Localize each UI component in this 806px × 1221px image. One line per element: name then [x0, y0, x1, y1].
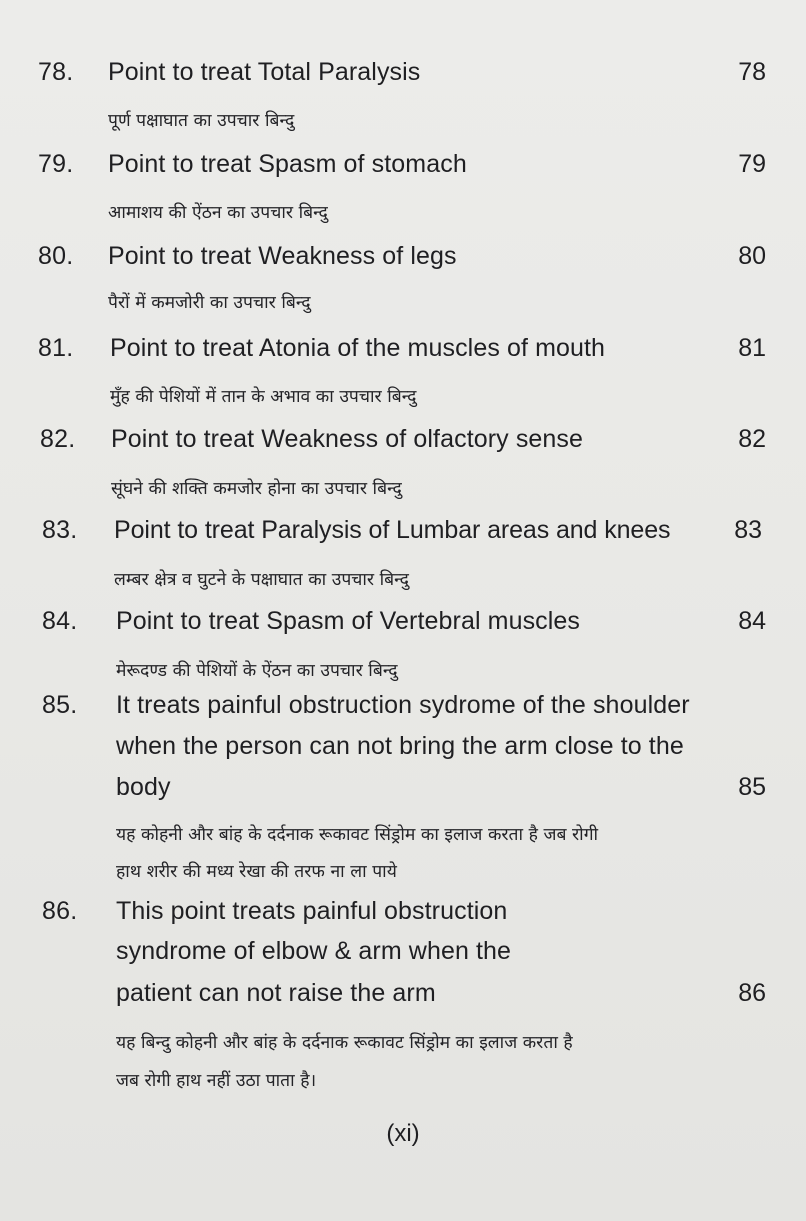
- entry-page-number: 81: [738, 334, 766, 362]
- entry-title-hindi-line-1: यह कोहनी और बांह के दर्दनाक रूकावट सिंड्रोम का इलाज करता है जब रोगी: [116, 825, 599, 845]
- entry-page-number: 86: [738, 979, 766, 1007]
- entry-title-hindi: मेरूदण्ड की पेशियों के ऐंठन का उपचार बिन्दु: [116, 661, 398, 681]
- entry-title-english: Point to treat Total Paralysis: [108, 58, 421, 86]
- entry-title-english: Point to treat Atonia of the muscles of mouth: [110, 334, 606, 362]
- entry-page-number: 79: [738, 150, 766, 178]
- entry-number: 84.: [42, 607, 78, 635]
- entry-title-english-line-2: when the person can not bring the arm close to the: [116, 732, 684, 760]
- entry-title-english-line-1: It treats painful obstruction sydrome of the shoulder: [116, 691, 690, 719]
- entry-number: 81.: [38, 334, 74, 362]
- entry-title-hindi: आमाशय की ऐंठन का उपचार बिन्दु: [108, 203, 328, 223]
- entry-page-number: 83: [734, 516, 762, 544]
- entry-title-english-line-3: patient can not raise the arm: [116, 979, 436, 1007]
- entry-title-hindi: पैरों में कमजोरी का उपचार बिन्दु: [108, 293, 311, 313]
- entry-page-number: 84: [738, 607, 766, 635]
- entry-title-english-line-1: This point treats painful obstruction: [116, 897, 508, 925]
- entry-number: 85.: [42, 691, 78, 719]
- entry-title-hindi: लम्बर क्षेत्र व घुटने के पक्षाघात का उपचार बिन्दु: [114, 570, 409, 590]
- entry-page-number: 85: [738, 773, 766, 801]
- entry-title-hindi: पूर्ण पक्षाघात का उपचार बिन्दु: [108, 111, 295, 131]
- entry-title-english: Point to treat Spasm of stomach: [108, 150, 467, 178]
- entry-number: 83.: [42, 516, 78, 544]
- entry-title-hindi-line-2: जब रोगी हाथ नहीं उठा पाता है।: [116, 1071, 317, 1091]
- entry-page-number: 82: [738, 425, 766, 453]
- entry-number: 80.: [38, 242, 74, 270]
- entry-page-number: 78: [738, 58, 766, 86]
- entry-title-hindi-line-1: यह बिन्दु कोहनी और बांह के दर्दनाक रूकावट सिंड्रोम का इलाज करता है: [116, 1033, 573, 1053]
- entry-title-english: Point to treat Weakness of legs: [108, 242, 457, 270]
- page-folio: (xi): [386, 1120, 420, 1147]
- entry-number: 86.: [42, 897, 78, 925]
- entry-title-hindi: सूंघने की शक्ति कमजोर होना का उपचार बिन्दु: [111, 479, 402, 499]
- entry-number: 78.: [38, 58, 74, 86]
- entry-title-english-line-3: body: [116, 773, 171, 801]
- entry-page-number: 80: [738, 242, 766, 270]
- entry-number: 79.: [38, 150, 74, 178]
- entry-title-english-line-2: syndrome of elbow & arm when the: [116, 937, 512, 965]
- entry-number: 82.: [40, 425, 76, 453]
- entry-title-english: Point to treat Spasm of Vertebral muscles: [116, 607, 581, 635]
- entry-title-english: Point to treat Paralysis of Lumbar areas and knees: [114, 516, 671, 544]
- entry-title-english: Point to treat Weakness of olfactory sense: [111, 425, 584, 453]
- entry-title-hindi-line-2: हाथ शरीर की मध्य रेखा की तरफ ना ला पाये: [116, 862, 397, 882]
- entry-title-hindi: मुँह की पेशियों में तान के अभाव का उपचार बिन्दु: [110, 387, 417, 407]
